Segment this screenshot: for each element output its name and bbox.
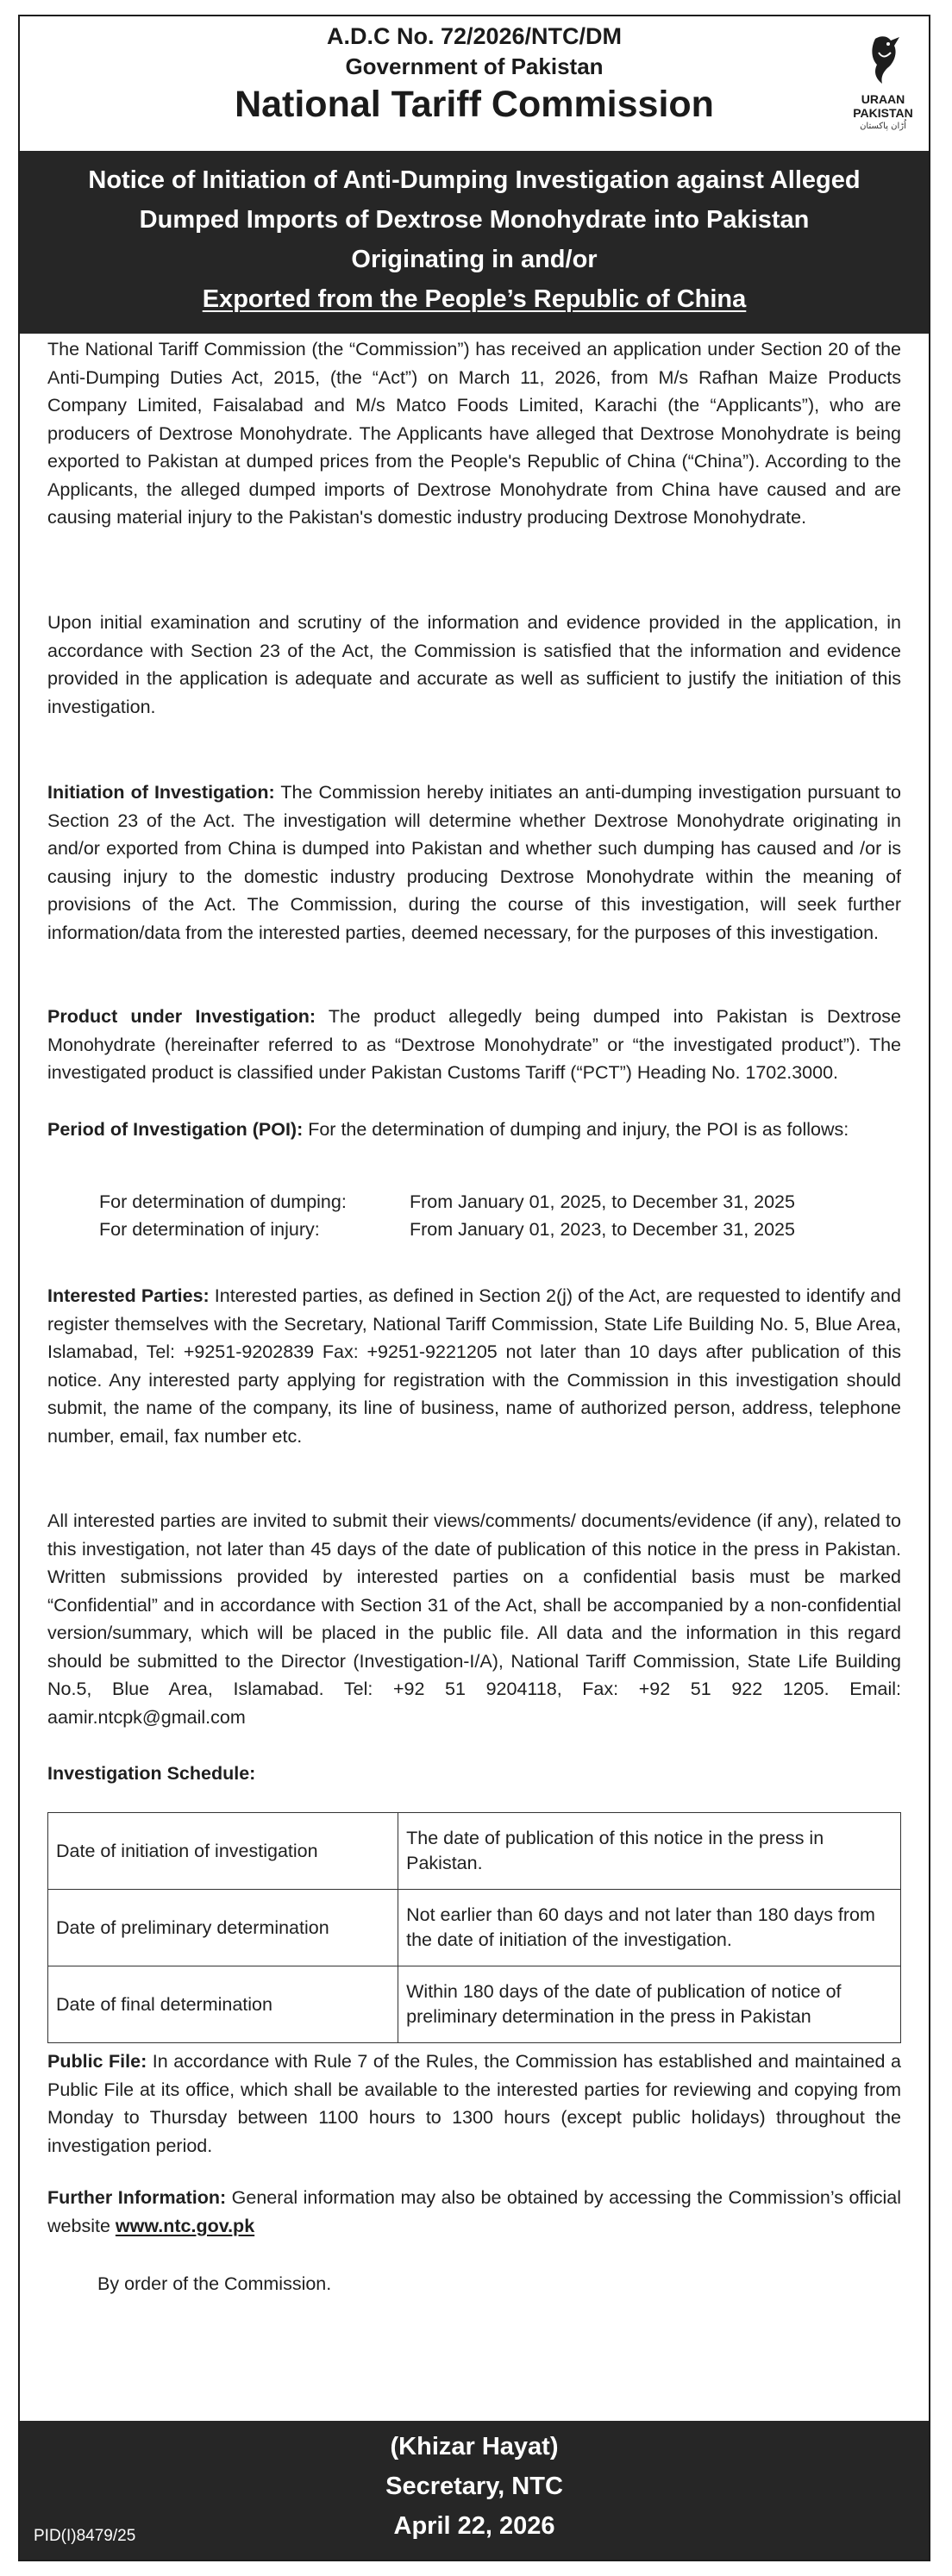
- public-file-text: In accordance with Rule 7 of the Rules, the Commission has established and maintained a Public File at its office, which shall be available to the interested parties for reviewing and copying from Monday to Thursday between 1100 hours to 1300 hours (except public holidays) throughout the investigation period.: [47, 2051, 901, 2156]
- title-line-1: Notice of Initiation of Anti-Dumping Investigation against Alleged: [88, 166, 861, 194]
- signatory-name: (Khizar Hayat): [390, 2433, 559, 2460]
- schedule-timing: Within 180 days of the date of publication of notice of preliminary determination in the press in Pakistan: [398, 1966, 901, 2043]
- interested-heading: Interested Parties:: [47, 1285, 210, 1306]
- signature-band: [20, 2421, 929, 2560]
- table-row: [48, 1966, 901, 2043]
- initiation-heading: Initiation of Investigation:: [47, 782, 275, 803]
- period-value: From January 01, 2025, to December 31, 2025: [410, 1191, 795, 1212]
- paragraph-interested-parties: [47, 1282, 901, 1450]
- schedule-stage: Date of final determination: [48, 1966, 398, 2043]
- period-row-injury: [99, 1216, 875, 1243]
- uraan-pakistan-logo: [846, 34, 920, 139]
- product-text: The product allegedly being dumped into Pakistan is Dextrose Monohydrate (hereinafter referred to as “Dextrose Monohydrate” or “the investigated product”). The investigated product is classified under Pakistan Customs Tariff (“PCT”) Heading No. 1702.3000.: [47, 1006, 902, 1083]
- notice-title-band: [20, 151, 929, 334]
- notice-date: April 22, 2026: [393, 2512, 555, 2540]
- uraan-pakistan-bird-icon: [865, 34, 903, 89]
- website-link[interactable]: www.ntc.gov.pk: [115, 2215, 255, 2236]
- period-label: For determination of injury:: [99, 1219, 320, 1240]
- product-heading: Product under Investigation:: [47, 1006, 316, 1027]
- paragraph-further-information: [47, 2184, 901, 2240]
- title-line-4: [20, 284, 929, 315]
- reference-number: A.D.C No. 72/2026/NTC/DM: [326, 23, 623, 49]
- table-row: [48, 1813, 901, 1890]
- logo-text-pakistan: PAKISTAN: [853, 106, 913, 120]
- schedule-timing: The date of publication of this notice in the press in Pakistan.: [398, 1813, 901, 1890]
- period-list: [99, 1188, 875, 1243]
- paragraph-initiation: [47, 778, 901, 947]
- initiation-text: The Commission hereby initiates an anti-dumping investigation pursuant to Section 23 of the Act. The investigation will determine whether Dextrose Monohydrate originating in and/or exported from China is dumped into Pakistan and whether such dumping has caused and /or is causing injury to the domestic industry producing Dextrose Monohydrate within the meaning of provisions of the Act. The Commission, during the course of this investigation, will seek further information/data from the interested parties, deemed necessary, for the purposes of this investigation.: [47, 782, 901, 943]
- title-line-3: Originating in and/or: [351, 246, 598, 273]
- notice-header: [20, 16, 929, 146]
- schedule-stage: Date of initiation of investigation: [48, 1813, 398, 1890]
- table-row: [48, 1890, 901, 1966]
- paragraph-public-file: [47, 2048, 901, 2160]
- period-text: For the determination of dumping and injury, the POI is as follows:: [308, 1119, 849, 1140]
- period-row-dumping: [99, 1188, 875, 1216]
- paragraph-period: [47, 1116, 901, 1144]
- notice-frame: [18, 15, 930, 2561]
- schedule-heading: Investigation Schedule:: [47, 1763, 256, 1784]
- logo-text-uraan: URAAN: [861, 92, 905, 106]
- schedule-table: [47, 1812, 901, 2043]
- period-label: For determination of dumping:: [99, 1191, 347, 1212]
- further-heading: Further Information:: [47, 2187, 227, 2208]
- further-text: General information may also be obtained by accessing the Commission’s official website: [47, 2187, 901, 2236]
- paragraph-examination: Upon initial examination and scrutiny of the information and evidence provided in the application, in accordance with Section 23 of the Act, the Commission is satisfied that the information and evidence provided in the application is adequate and accurate as well as sufficient to justify the initiation of this investigation.: [47, 612, 901, 717]
- period-heading: Period of Investigation (POI):: [47, 1119, 304, 1140]
- paragraph-product: [47, 1003, 901, 1087]
- schedule-timing: Not earlier than 60 days and not later than 180 days from the date of initiation of the investigation.: [398, 1890, 901, 1966]
- public-file-heading: Public File:: [47, 2051, 147, 2072]
- commission-title: National Tariff Commission: [235, 84, 714, 125]
- period-value: From January 01, 2023, to December 31, 2025: [410, 1219, 795, 1240]
- government-title: Government of Pakistan: [345, 53, 604, 79]
- title-line-2: Dumped Imports of Dextrose Monohydrate into Pakistan: [139, 206, 810, 234]
- signatory-designation: Secretary, NTC: [385, 2473, 563, 2500]
- title-line-4-text: Exported from the People’s Republic of China: [202, 285, 747, 313]
- interested-text: Interested parties, as defined in Section 2(j) of the Act, are requested to identify and register themselves with the Secretary, National Tariff Commission, State Life Building No. 5, Blue Area, Islamabad, Tel: +9251-9202839 Fax: +9251-9221205 not later than 10 days after publication of this notice. Any interested party applying for registration with the Commission in this investigation should submit, the name of the company, its line of business, name of authorized person, address, telephone number, email, fax number etc.: [47, 1285, 901, 1447]
- schedule-stage: Date of preliminary determination: [48, 1890, 398, 1966]
- logo-urdu-text: اُڑان پاکستان: [860, 122, 906, 131]
- paragraph-submissions: All interested parties are invited to submit their views/comments/ documents/evidence (if any), related to this investigation, not later than 45 days of the date of publication of this notice in the press in Pakistan. Written submissions provided by interested parties on a confidential basis must be marked “Confidential” and in accordance with Section 31 of the Act, shall be accompanied by a non-confidential version/summary, which will be placed in the public file. All data and the information in this regard should be submitted to the Director (Investigation-I/A), National Tariff Commission, State Life Building No.5, Blue Area, Islamabad. Tel: +92 51 9204118, Fax: +92 51 922 1205. Email: aamir.ntcpk@gmail.com: [47, 1510, 901, 1728]
- paragraph-application: The National Tariff Commission (the “Commission”) has received an application under Section 20 of the Anti-Dumping Duties Act, 2015, (the “Act”) on March 11, 2026, from M/s Rafhan Maize Products Company Limited, Faisalabad and M/s Matco Foods Limited, Karachi (the “Applicants”), who are producers of Dextrose Monohydrate. The Applicants have alleged that Dextrose Monohydrate is being exported to Pakistan at dumped prices from the People's Republic of China (“China”). According to the Applicants, the alleged dumped imports of Dextrose Monohydrate from China have caused and are causing material injury to the Pakistan's domestic industry producing Dextrose Monohydrate.: [47, 339, 901, 528]
- by-order-line: By order of the Commission.: [97, 2273, 332, 2294]
- pid-number: PID(I)8479/25: [34, 2527, 136, 2545]
